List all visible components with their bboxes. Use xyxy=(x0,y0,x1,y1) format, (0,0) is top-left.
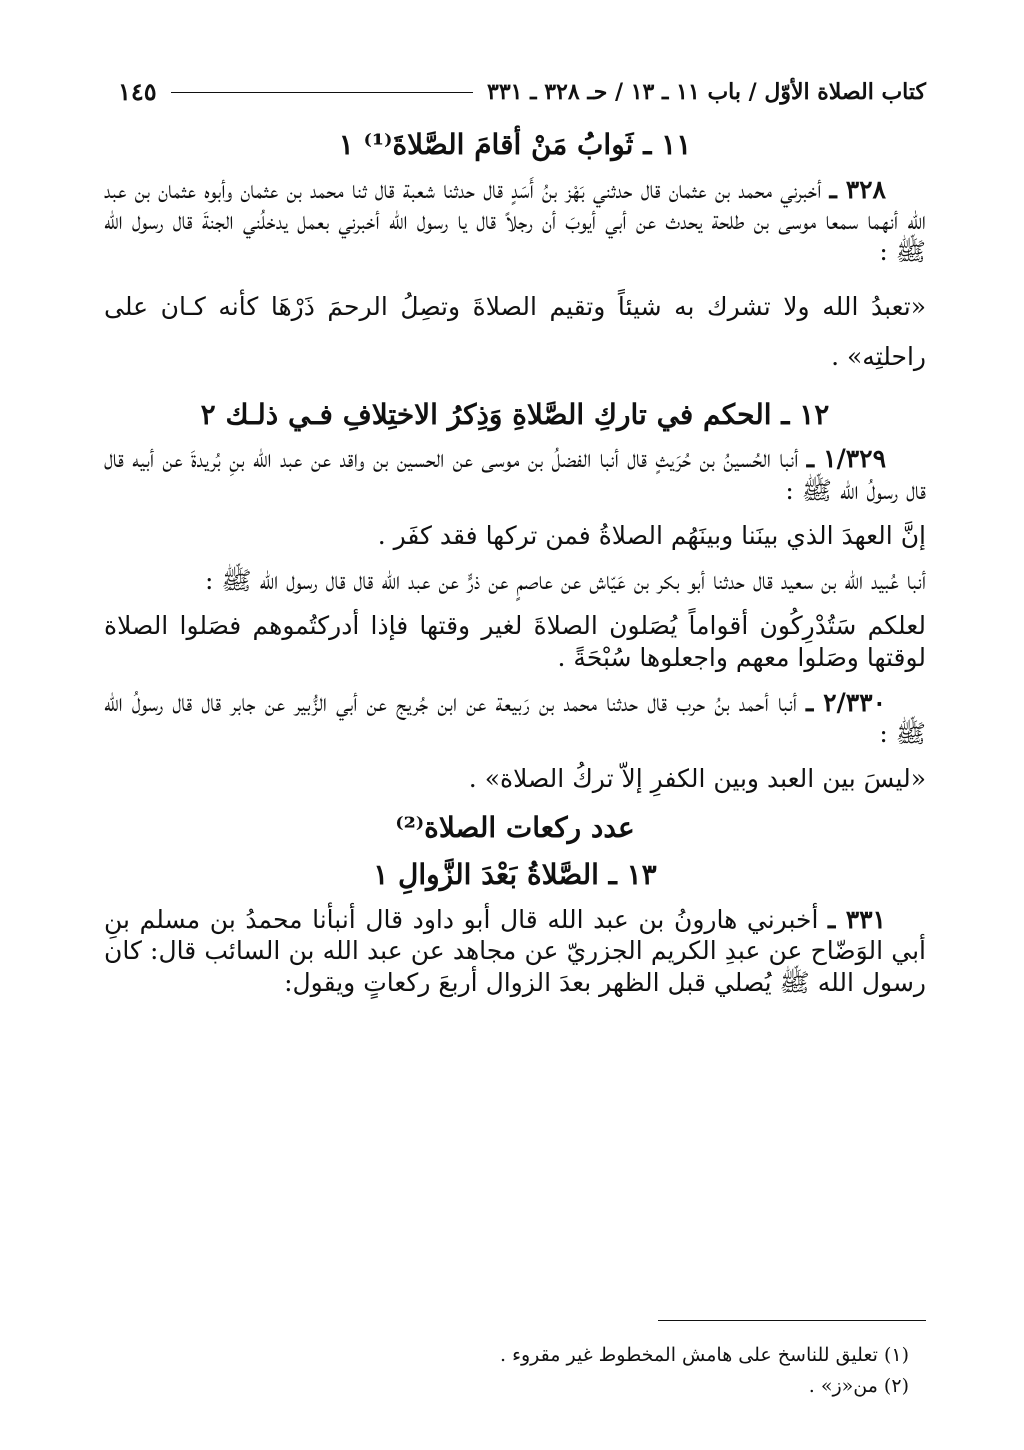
section-title-13: ١٣ ـ الصَّلاةُ بَعْدَ الزَّوالِ ١ xyxy=(373,858,657,892)
subheading-rakat: عدد ركعات الصلاة⁽²⁾ xyxy=(395,810,635,844)
running-title: كتاب الصلاة الأوّل / باب ١١ ـ ١٣ / حـ ٣٢٨ ـ ٣٣١ xyxy=(487,78,926,105)
hadith-329-2-matn: لعلكم سَتُدْرِكُون أقواماً يُصَلون الصلاةَ لغير وقتها فإذا أدركتُموهم فصَلوا الصلاة لوقتها وصَلوا معهم واجعلوها سُبْحَةً . xyxy=(104,611,926,672)
hadith-329-1-matn: إنَّ العهدَ الذي بينَنا وبينَهُم الصلاةُ فمن تركها فقد كفَر . xyxy=(377,520,926,550)
hadith-328-isnad xyxy=(104,174,926,268)
hadith-331-number: ٣٣١ ـ xyxy=(828,905,886,935)
section-title-11: ١١ ـ ثَوابُ مَنْ أقامَ الصَّلاةَ⁽¹⁾ ١ xyxy=(338,128,692,161)
hadith-329-1-number: ١/٣٢٩ ـ xyxy=(806,444,886,474)
header-rule xyxy=(171,92,473,93)
hadith-328-matn: «تعبدُ الله ولا تشرك به شيئاً وتقيم الصلاةَ وتصِلُ الرحمَ ذَرْهَا كأنه كـان على راحلتِه» . xyxy=(104,291,926,371)
page-number: ١٤٥ xyxy=(118,77,157,107)
hadith-331-text: أخبرني هارونُ بن عبد الله قال أبو داود قال أنبأنا محمدُ بن مسلم بنِ أبي الوَضّاح عن عبدِ الكريم الجزريّ عن مجاهد عن عبد الله بن السائب قال: كان رسول الله ﷺ يُصلي قبل الظهر بعدَ الزوال أربعَ ركعاتٍ ويقول: xyxy=(104,905,926,997)
hadith-330-text: أنبا أحمد بنُ حرب قال حدثنا محمد بن رَبيعة عن ابن جُريج عن أبي الزُّبير عن جابر قال قال رسولُ الله ﷺ : xyxy=(104,687,926,749)
running-header xyxy=(118,70,926,114)
footnote-1: (١) تعليق للناسخ على هامش المخطوط غير مقروء . xyxy=(499,1344,909,1366)
footnote-2: (٢) من«ز» . xyxy=(808,1375,909,1398)
footnotes xyxy=(118,1340,909,1403)
hadith-328-number: ٣٢٨ ـ xyxy=(829,174,886,204)
footnote-rule xyxy=(658,1320,926,1321)
hadith-330-isnad xyxy=(104,687,926,750)
hadith-330-matn: «ليسَ بين العبد وبين الكفرِ إلاّ تركُ الصلاة» . xyxy=(468,764,926,794)
page-body xyxy=(104,126,926,1012)
hadith-331-isnad xyxy=(104,904,926,998)
hadith-329-2-isnad: أنبا عُبيد الله بن سعيد قال حدثنا أبو بكر بن عَيّاش عن عاصمٍ عن ذرٍّ عن عبد الله قال قال رسول الله ﷺ : xyxy=(204,566,926,596)
hadith-328-text: أخبرني محمد بن عثمان قال حدثني بَهْز بنُ أَسَدٍ قال حدثنا شعبة قال ثنا محمد بن عثمان وأبوه عثمان بن عبد الله أنهما سمعا موسى بن طلحة يحدث عن أبي أيوبَ أن رجلاً قال يا رسول الله أخبرني بعمل يدخلُني الجنةَ قال رسول الله ﷺ : xyxy=(104,174,926,267)
hadith-330-number: ٢/٣٣٠ ـ xyxy=(806,687,887,717)
hadith-329-1-text: أنبا الحُسينُ بن حُرَيثٍ قال أنبا الفضلُ بن موسى عن الحسين بن واقد عن عبد الله بنِ بُريدةَ عن أبيه قال قال رسولُ الله ﷺ : xyxy=(104,444,926,505)
hadith-329-1-isnad xyxy=(104,443,926,506)
section-title-12: ١٢ ـ الحكم في تاركِ الصَّلاةِ وَذِكرُ الاختِلافِ فـي ذلـك ٢ xyxy=(200,397,830,431)
